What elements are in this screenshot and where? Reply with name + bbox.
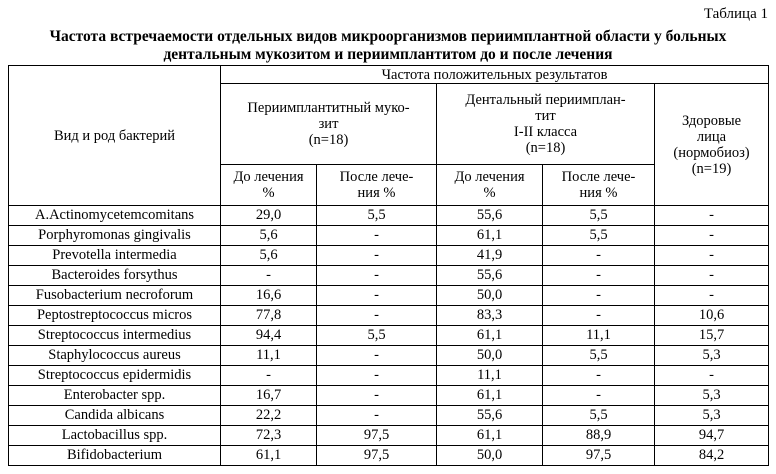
- periimplantitis-before-cell: 11,1: [437, 366, 543, 386]
- table-row: [9, 326, 769, 346]
- caption-line-1: Частота встречаемости отдельных видов микроорганизмов периимплантной области у больных: [49, 28, 727, 45]
- mucositis-before-cell: 61,1: [221, 446, 317, 466]
- species-cell: Lactobacillus spp.: [9, 426, 221, 446]
- periimplantitis-before-cell: 50,0: [437, 286, 543, 306]
- mucositis-before-cell: 16,6: [221, 286, 317, 306]
- mucositis-after-cell: 5,5: [317, 206, 437, 226]
- periimplantitis-after-cell: 88,9: [543, 426, 655, 446]
- mucositis-before-cell: 5,6: [221, 246, 317, 266]
- healthy-header-line-3: (нормобиоз): [673, 144, 750, 161]
- periimplantitis-before-cell: 61,1: [437, 386, 543, 406]
- healthy-cell: -: [655, 366, 769, 386]
- table-row: [9, 346, 769, 366]
- periimplantitis-before-cell: 55,6: [437, 206, 543, 226]
- species-cell: Fusobacterium necroforum: [9, 286, 221, 306]
- table-body: [9, 206, 769, 466]
- species-cell: Bifidobacterium: [9, 446, 221, 466]
- periimplantitis-before-cell: 61,1: [437, 226, 543, 246]
- species-cell: Peptostreptococcus micros: [9, 306, 221, 326]
- table-row: [9, 406, 769, 426]
- after-unit: ния %: [357, 185, 396, 201]
- after-label: После лече-: [339, 169, 414, 185]
- mucositis-before-cell: 22,2: [221, 406, 317, 426]
- healthy-cell: 5,3: [655, 346, 769, 366]
- healthy-cell: -: [655, 226, 769, 246]
- mucositis-before-cell: 16,7: [221, 386, 317, 406]
- periimplantitis-after-cell: 5,5: [543, 406, 655, 426]
- mucositis-after-cell: -: [317, 346, 437, 366]
- table-number: Таблица 1: [703, 6, 768, 22]
- periimplantitis-after-cell: -: [543, 266, 655, 286]
- periimplantitis-after-cell: 5,5: [543, 226, 655, 246]
- caption-line-2: дентальным мукозитом и периимплантитом до и после лечения: [163, 46, 613, 63]
- periimplantitis-after-cell: -: [543, 306, 655, 326]
- species-cell: Bacteroides forsythus: [9, 266, 221, 286]
- periimplantitis-header-line-1: Дентальный периимплан-: [465, 92, 626, 108]
- mucositis-before-cell: 11,1: [221, 346, 317, 366]
- periimplantitis-group-header: [437, 84, 655, 165]
- mucositis-before-cell: 72,3: [221, 426, 317, 446]
- healthy-header-n: (n=19): [691, 160, 732, 177]
- mucositis-before-cell: -: [221, 366, 317, 386]
- mucositis-after-cell: -: [317, 386, 437, 406]
- mucositis-before-cell: 29,0: [221, 206, 317, 226]
- healthy-cell: -: [655, 286, 769, 306]
- species-cell: Enterobacter spp.: [9, 386, 221, 406]
- periimplantitis-before-cell: 55,6: [437, 406, 543, 426]
- before-label: До лечения: [454, 169, 525, 185]
- periimplantitis-before-cell: 41,9: [437, 246, 543, 266]
- before-unit: %: [483, 185, 496, 201]
- healthy-group-header: [655, 84, 769, 206]
- after-unit: ния %: [579, 185, 618, 201]
- mucositis-before-cell: 94,4: [221, 326, 317, 346]
- species-cell: Streptococcus epidermidis: [9, 366, 221, 386]
- periimplantitis-after-cell: 5,5: [543, 346, 655, 366]
- species-cell: Porphyromonas gingivalis: [9, 226, 221, 246]
- periimplantitis-header-line-2: тит: [535, 108, 556, 124]
- table-row: [9, 366, 769, 386]
- mucositis-group-header: [221, 84, 437, 165]
- healthy-cell: 15,7: [655, 326, 769, 346]
- header-row-1: [9, 66, 769, 84]
- mucositis-header-line-1: Периимплантитный муко-: [247, 100, 410, 116]
- mucositis-after-cell: -: [317, 286, 437, 306]
- periimplantitis-after-cell: -: [543, 246, 655, 266]
- periimplantitis-before-cell: 55,6: [437, 266, 543, 286]
- mucositis-header-n: (n=18): [308, 132, 349, 148]
- periimplantitis-after-cell: -: [543, 366, 655, 386]
- periimplantitis-after-cell: 11,1: [543, 326, 655, 346]
- mucositis-after-cell: -: [317, 306, 437, 326]
- mucositis-after-cell: -: [317, 366, 437, 386]
- periimplantitis-header-line-3: I-II класса: [513, 124, 578, 140]
- healthy-header-line-2: лица: [696, 128, 727, 145]
- periimplantitis-before-cell: 61,1: [437, 326, 543, 346]
- healthy-cell: 10,6: [655, 306, 769, 326]
- healthy-cell: 5,3: [655, 386, 769, 406]
- healthy-cell: 94,7: [655, 426, 769, 446]
- table-row: [9, 426, 769, 446]
- healthy-cell: -: [655, 246, 769, 266]
- table-row: [9, 266, 769, 286]
- mucositis-header-line-2: зит: [318, 116, 339, 132]
- table-row: [9, 206, 769, 226]
- table-row: [9, 306, 769, 326]
- mucositis-after-cell: -: [317, 226, 437, 246]
- healthy-header-line-1: Здоровые: [681, 112, 742, 129]
- mucositis-after-cell: 5,5: [317, 326, 437, 346]
- periimplantitis-after-header: [543, 165, 655, 206]
- periimplantitis-before-header: [437, 165, 543, 206]
- mucositis-after-cell: -: [317, 266, 437, 286]
- species-column-header: Вид и род бактерий: [9, 66, 221, 206]
- periimplantitis-before-cell: 61,1: [437, 426, 543, 446]
- species-cell: A.Actinomycetemcomitans: [9, 206, 221, 226]
- periimplantitis-before-cell: 50,0: [437, 446, 543, 466]
- table-row: [9, 286, 769, 306]
- healthy-cell: 84,2: [655, 446, 769, 466]
- bacteria-frequency-table: [8, 65, 769, 466]
- mucositis-before-cell: -: [221, 266, 317, 286]
- healthy-cell: 5,3: [655, 406, 769, 426]
- mucositis-before-header: [221, 165, 317, 206]
- species-cell: Prevotella intermedia: [9, 246, 221, 266]
- periimplantitis-after-cell: -: [543, 286, 655, 306]
- mucositis-before-cell: 77,8: [221, 306, 317, 326]
- table-row: [9, 226, 769, 246]
- after-label: После лече-: [561, 169, 636, 185]
- table-row: [9, 246, 769, 266]
- before-unit: %: [262, 185, 275, 201]
- mucositis-before-cell: 5,6: [221, 226, 317, 246]
- frequency-group-header: Частота положительных результатов: [221, 66, 769, 84]
- mucositis-after-cell: 97,5: [317, 446, 437, 466]
- table-caption: [0, 28, 776, 64]
- table-row: [9, 446, 769, 466]
- species-cell: Candida albicans: [9, 406, 221, 426]
- periimplantitis-after-cell: 97,5: [543, 446, 655, 466]
- mucositis-after-header: [317, 165, 437, 206]
- mucositis-after-cell: -: [317, 406, 437, 426]
- mucositis-after-cell: -: [317, 246, 437, 266]
- periimplantitis-before-cell: 50,0: [437, 346, 543, 366]
- table-row: [9, 386, 769, 406]
- before-label: До лечения: [233, 169, 304, 185]
- species-cell: Staphylococcus aureus: [9, 346, 221, 366]
- healthy-cell: -: [655, 266, 769, 286]
- periimplantitis-after-cell: 5,5: [543, 206, 655, 226]
- healthy-cell: -: [655, 206, 769, 226]
- periimplantitis-after-cell: -: [543, 386, 655, 406]
- periimplantitis-before-cell: 83,3: [437, 306, 543, 326]
- mucositis-after-cell: 97,5: [317, 426, 437, 446]
- periimplantitis-header-n: (n=18): [525, 140, 566, 156]
- species-cell: Streptococcus intermedius: [9, 326, 221, 346]
